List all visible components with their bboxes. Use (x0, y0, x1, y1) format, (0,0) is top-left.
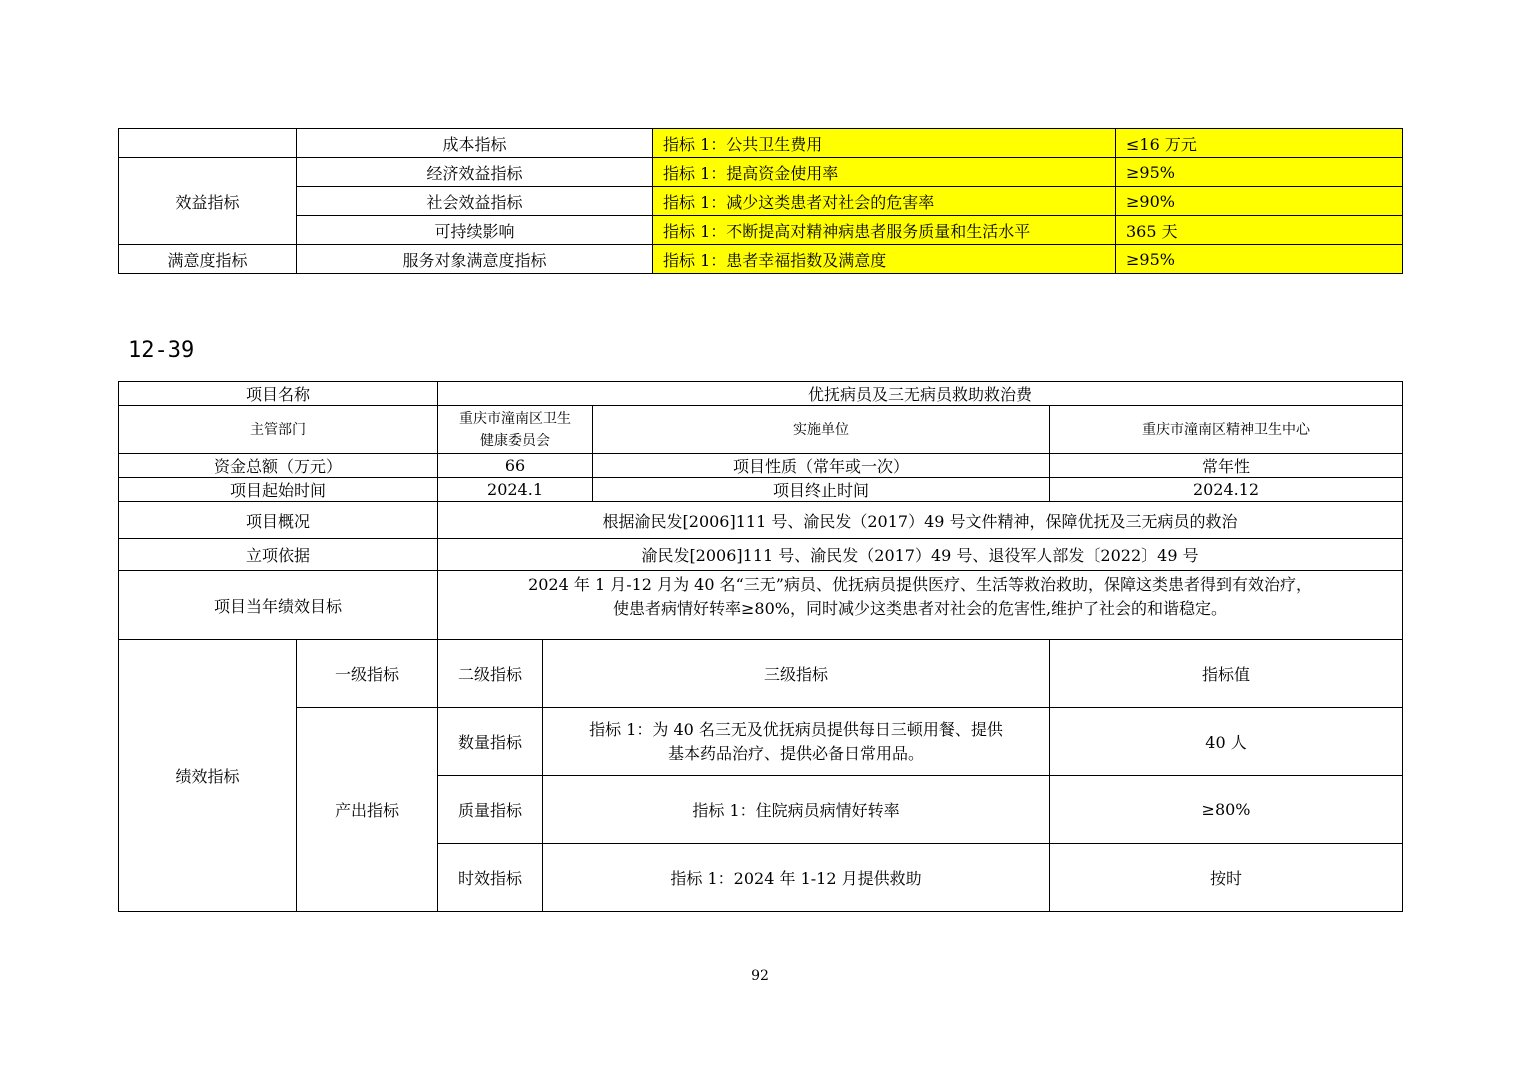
goal-value (438, 571, 1403, 640)
level2-cell: 可持续影响 (297, 216, 653, 245)
level3-cell: 指标 1：减少这类患者对社会的危害率 (653, 187, 1116, 216)
goal-label: 项目当年绩效目标 (119, 571, 438, 640)
level1-cell (119, 129, 297, 158)
table-row (119, 187, 1403, 216)
table-row (119, 478, 1403, 502)
value-cell: ≥90% (1116, 187, 1403, 216)
dept-value (438, 406, 593, 454)
level2-cell: 成本指标 (297, 129, 653, 158)
start-value: 2024.1 (438, 478, 593, 502)
overview-label: 项目概况 (119, 502, 438, 539)
overview-value: 根据渝民发[2006]111 号、渝民发（2017）49 号文件精神，保障优抚及三无病员的救治 (438, 502, 1403, 539)
nature-value: 常年性 (1050, 454, 1403, 478)
level3-cell (543, 708, 1050, 776)
impl-label: 实施单位 (593, 406, 1050, 454)
level2-cell: 经济效益指标 (297, 158, 653, 187)
value-cell: ≥95% (1116, 158, 1403, 187)
output-label: 产出指标 (297, 708, 438, 912)
dept-label: 主管部门 (119, 406, 438, 454)
table-row (119, 640, 1403, 708)
end-label: 项目终止时间 (593, 478, 1050, 502)
table-row (119, 539, 1403, 571)
fund-value: 66 (438, 454, 593, 478)
level2-cell: 社会效益指标 (297, 187, 653, 216)
table-row (119, 502, 1403, 539)
level3-line: 基本药品治疗、提供必备日常用品。 (668, 743, 925, 763)
project-name-value: 优抚病员及三无病员救助救治费 (438, 382, 1403, 406)
indicator-table-continued (118, 128, 1403, 274)
dept-value-line: 重庆市潼南区卫生 (459, 410, 572, 427)
level3-cell: 指标 1：提高资金使用率 (653, 158, 1116, 187)
level3-cell: 指标 1：住院病员病情好转率 (543, 776, 1050, 844)
value-cell: 365 天 (1116, 216, 1403, 245)
level2-cell: 数量指标 (438, 708, 543, 776)
level3-cell: 指标 1：患者幸福指数及满意度 (653, 245, 1116, 274)
value-cell: 40 人 (1050, 708, 1403, 776)
goal-line: 2024 年 1 月-12 月为 40 名“三无”病员、优抚病员提供医疗、生活等救治救助，保障这类患者得到有效治疗， (528, 575, 1312, 594)
level3-line: 指标 1：为 40 名三无及优抚病员提供每日三顿用餐、提供 (589, 719, 1003, 739)
perf-label: 绩效指标 (119, 640, 297, 912)
start-label: 项目起始时间 (119, 478, 438, 502)
table-row (119, 158, 1403, 187)
table-row (119, 382, 1403, 406)
header-level2: 二级指标 (438, 640, 543, 708)
level3-cell: 指标 1：公共卫生费用 (653, 129, 1116, 158)
value-cell: ≥80% (1050, 776, 1403, 844)
basis-value: 渝民发[2006]111 号、渝民发（2017）49 号、退役军人部发〔2022〕49 号 (438, 539, 1403, 571)
value-cell: ≥95% (1116, 245, 1403, 274)
impl-value: 重庆市潼南区精神卫生中心 (1050, 406, 1403, 454)
level2-cell: 时效指标 (438, 844, 543, 912)
end-value: 2024.12 (1050, 478, 1403, 502)
header-value: 指标值 (1050, 640, 1403, 708)
section-title: 12-39 (128, 338, 195, 363)
table-row (119, 406, 1403, 454)
value-cell: 按时 (1050, 844, 1403, 912)
page-number: 92 (751, 968, 769, 984)
level1-cell: 满意度指标 (119, 245, 297, 274)
table-row (119, 454, 1403, 478)
header-level3: 三级指标 (543, 640, 1050, 708)
project-name-label: 项目名称 (119, 382, 438, 406)
table-row (119, 571, 1403, 640)
level2-cell: 质量指标 (438, 776, 543, 844)
table-row (119, 216, 1403, 245)
basis-label: 立项依据 (119, 539, 438, 571)
level3-cell: 指标 1：不断提高对精神病患者服务质量和生活水平 (653, 216, 1116, 245)
dept-value-line: 健康委员会 (480, 432, 551, 449)
nature-label: 项目性质（常年或一次） (593, 454, 1050, 478)
header-level1: 一级指标 (297, 640, 438, 708)
project-table (118, 381, 1403, 912)
level2-cell: 服务对象满意度指标 (297, 245, 653, 274)
table-row (119, 245, 1403, 274)
goal-line: 使患者病情好转率≥80%，同时减少这类患者对社会的危害性,维护了社会的和谐稳定。 (612, 599, 1228, 618)
table-row (119, 708, 1403, 776)
level1-cell: 效益指标 (119, 158, 297, 245)
fund-label: 资金总额（万元） (119, 454, 438, 478)
value-cell: ≤16 万元 (1116, 129, 1403, 158)
level3-cell: 指标 1：2024 年 1-12 月提供救助 (543, 844, 1050, 912)
table-row (119, 129, 1403, 158)
